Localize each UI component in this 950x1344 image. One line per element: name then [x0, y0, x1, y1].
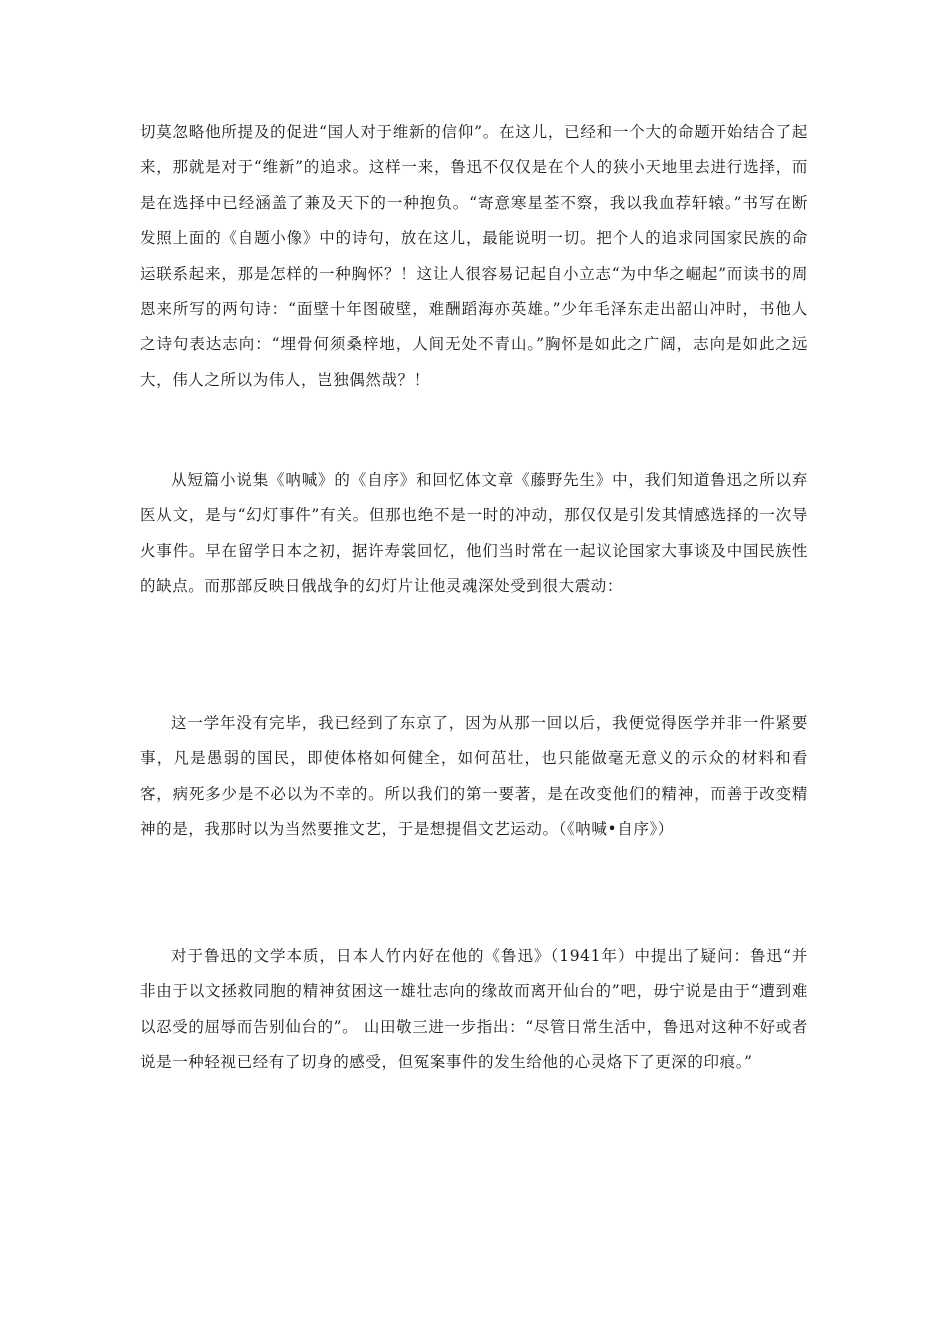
paragraph-nahan-preface-quote: 这一学年没有完毕，我已经到了东京了，因为从那一回以后，我便觉得医学并非一件紧要事，凡是愚弱的国民，即使体格如何健全，如何茁壮，也只能做毫无意义的示众的材料和看客，病死多少是不必以为不幸的。所以我们的第一要著，是在改变他们的精神，而善于改变精神的是，我那时以为当然要推文艺，于是想提倡文艺运动。（《呐喊•自序》） — [140, 714, 808, 839]
paragraph-takeuchi-yoshimi-view: 对于鲁迅的文学本质，日本人竹内好在他的《鲁迅》（1941年）中提出了疑问：鲁迅“并非由于以文拯救同胞的精神贫困这一雄壮志向的缘故而离开仙台的”吧，毋宁说是由于“遭到难以忍受的屈辱而告别仙台的”。 山田敬三进一步指出：“尽管日常生活中，鲁迅对这种不好或者说是一种轻视已经有了切身的感受，但冤案事件的发生给他的心灵烙下了更深的印痕。” — [140, 947, 808, 1072]
paragraph-slide-incident: 从短篇小说集《呐喊》的《自序》和回忆体文章《藤野先生》中，我们知道鲁迅之所以弃医从文，是与“幻灯事件”有关。但那也绝不是一时的冲动，那仅仅是引发其情感选择的一次导火事件。早在留学日本之初，据许寿裳回忆，他们当时常在一起议论国家大事谈及中国民族性的缺点。而那部反映日俄战争的幻灯片让他灵魂深处受到很大震动： — [140, 471, 808, 596]
paragraph-vision-and-ambition: 切莫忽略他所提及的促进“国人对于维新的信仰”。在这儿，已经和一个大的命题开始结合了起来，那就是对于“维新”的追求。这样一来，鲁迅不仅仅是在个人的狭小天地里去进行选择，而是在选择中已经涵盖了兼及天下的一种抱负。“寄意寒星荃不察，我以我血荐轩辕。”书写在断发照上面的《自题小像》中的诗句，放在这儿，最能说明一切。把个人的追求同国家民族的命运联系起来，那是怎样的一种胸怀？！这让人很容易记起自小立志“为中华之崛起”而读书的周恩来所写的两句诗：“面壁十年图破壁，难酬蹈海亦英雄。”少年毛泽东走出韶山冲时，书他人之诗句表达志向：“埋骨何须桑梓地，人间无处不青山。”胸怀是如此之广阔，志向是如此之远大，伟人之所以为伟人，岂独偶然哉？！ — [140, 123, 808, 389]
